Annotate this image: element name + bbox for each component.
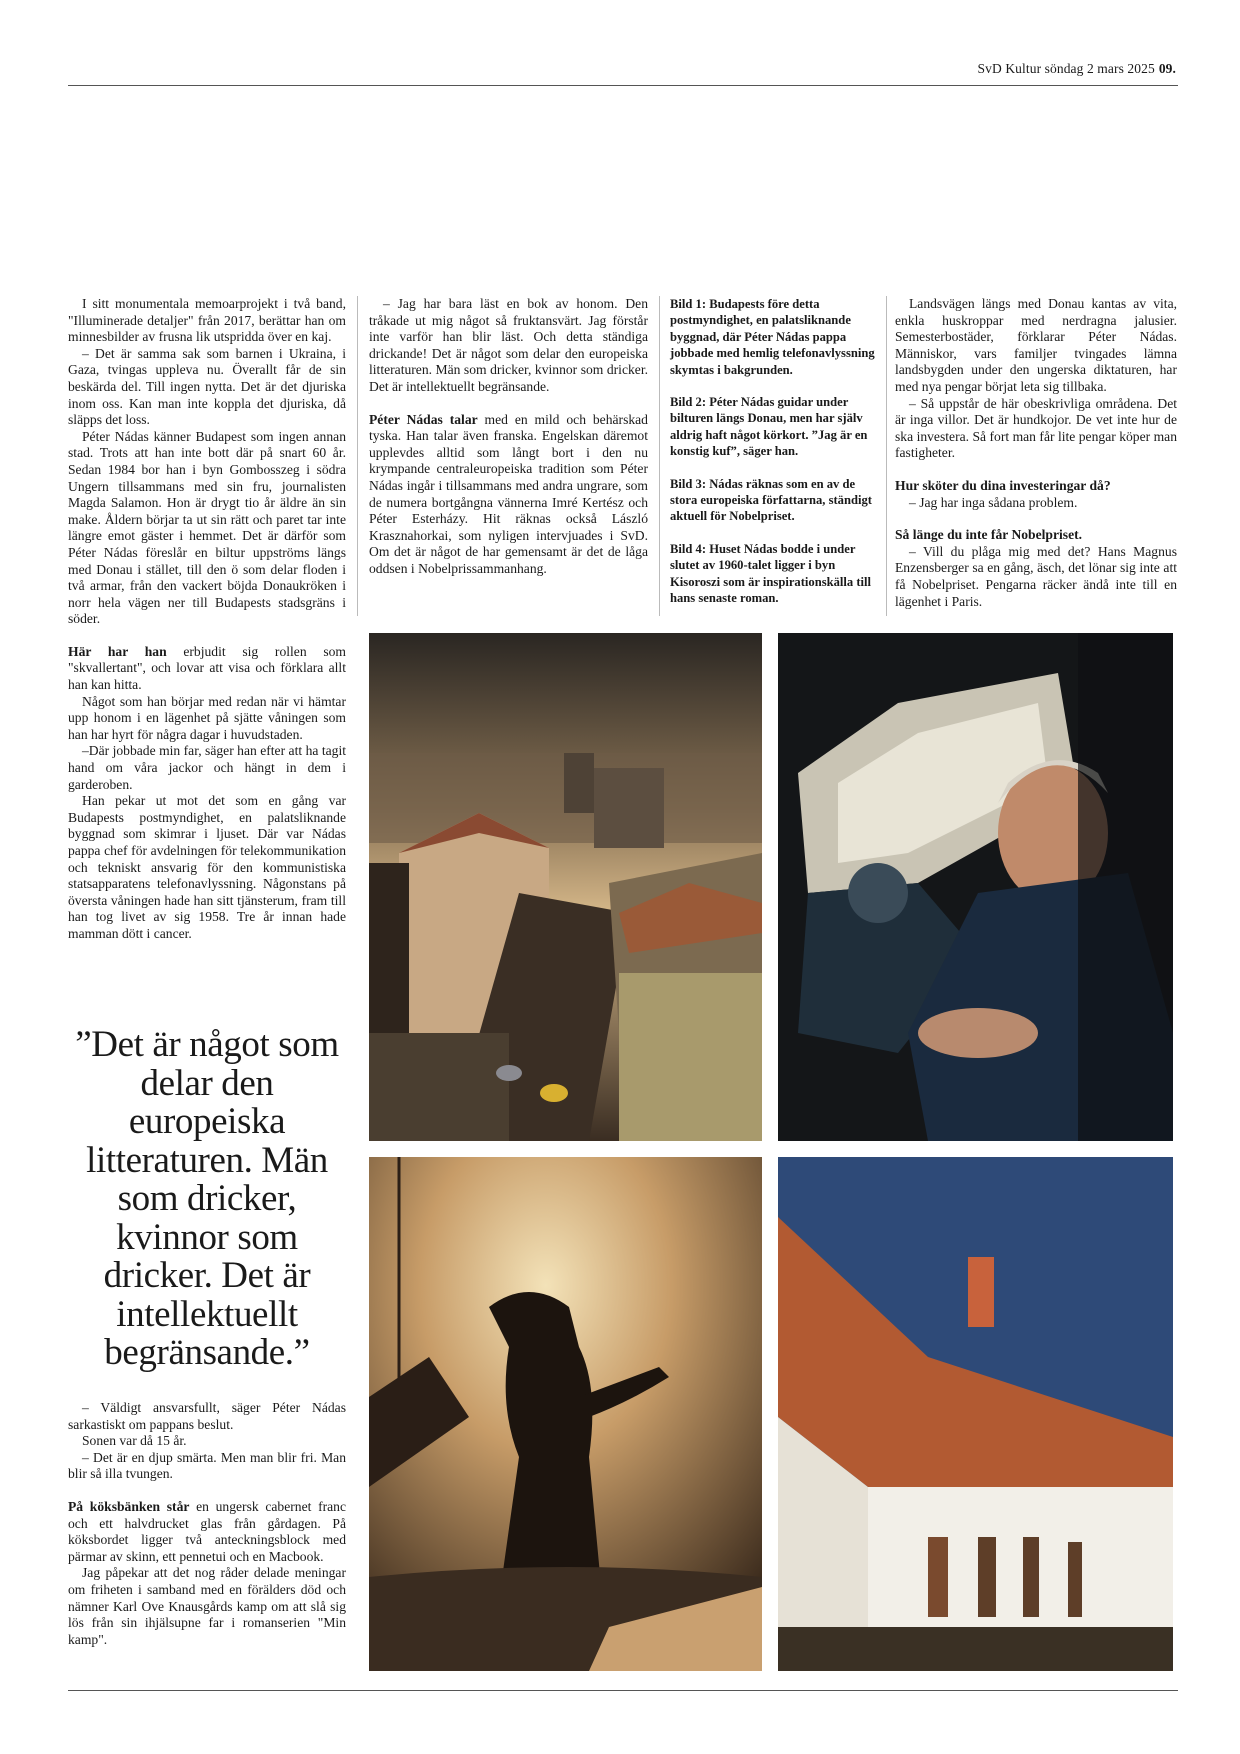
- paragraph: Landsvägen längs med Donau kantas av vita, enkla huskroppar med nerdragna jalusier. Semesterbostäder, förklarar Péter Nádas. Människor, vars familjer tvingades lämna landsbygden under den ungerska diktaturen, har med nya pengar börjat leta sig tillbaka.: [895, 296, 1177, 394]
- column-rule: [659, 296, 660, 616]
- paragraph: – Väldigt ansvarsfullt, säger Péter Nádas sarkastiskt om pappans beslut.: [68, 1400, 346, 1432]
- running-header: [978, 61, 1176, 77]
- caption-1: Bild 1: Budapests före detta postmyndighet, en palatsliknande byggnad, där Péter Nádas pappa jobbade med hemlig telefonavlyssning skymtas i bakgrunden.: [670, 297, 875, 377]
- photo-budapest-cityscape: [369, 633, 762, 1141]
- interview-question: [895, 527, 1177, 544]
- interview-answer: – Jag har inga sådana problem.: [909, 494, 1078, 510]
- paragraph: I sitt monumentala memoarprojekt i två band, "Illuminerade detaljer" från 2017, berättar han om minnesbilder av frusna lik utspridda över en kaj.: [68, 296, 346, 345]
- interview-question: [895, 478, 1177, 495]
- cityscape-image: [369, 633, 762, 1141]
- paragraph: Jag påpekar att det nog råder delade meningar om friheten i samband med en förälders död och nämner Karl Ove Knausgårds kamp om att slå sig lös från sin ihjälsupne far i romanserien "Min kamp".: [68, 1565, 346, 1647]
- run-in-lead: Här har han: [68, 643, 167, 659]
- caption-4: Bild 4: Huset Nádas bodde i under slutet av 1960-talet ligger i byn Kisoroszi som är inspirationskälla till hans senaste roman.: [670, 541, 872, 606]
- pull-quote: ”Det är något som delar den europeiska litteraturen. Män som dricker, kvinnor som dricker. Det är intellektuellt begränsande.”: [75, 1024, 339, 1373]
- paragraph: [68, 644, 346, 694]
- header-rule: [68, 85, 1178, 86]
- article-column-4: [895, 296, 1177, 610]
- page-number: 09.: [1158, 61, 1176, 76]
- paragraph: Något som han börjar med redan när vi hämtar upp honom i en lägenhet på sjätte våningen som han har hyrt för några dagar i huvudstaden.: [68, 693, 346, 742]
- paragraph: – Det är samma sak som barnen i Ukraina, i Gaza, tvingas uppleva nu. Överallt får de sin beskärda del. Till ingen nytta. Det är det djuriska inom oss. Kan man inte koppla det djuriska, då släpps det loss.: [68, 345, 346, 428]
- paragraph-text: med en mild och behärskad tyska. Han talar även franska. Engelskan däremot upplevdes alltid som långt bort i den nu krympande centraleuropeiska tradition som Péter Nádas ingår i tillsammans med andra ungrare, som de numera bortgångna vännerna Imré Kertész och Péter Esterházy. Hit räknas också László Krasznahorkai, som nyligen intervjuades i SvD. Om det är något de har gemensamt är det de låga oddsen i Nobelprissammanhang.: [369, 411, 648, 576]
- caption-3: Bild 3: Nádas räknas som en av de stora europeiska författarna, ständigt aktuell för Nobelpriset.: [670, 476, 872, 524]
- paragraph: [369, 412, 648, 578]
- paragraph: Sonen var då 15 år.: [82, 1433, 187, 1449]
- article-column-1-continued: [68, 1400, 346, 1648]
- run-in-lead: På köksbänken står: [68, 1498, 190, 1514]
- column-rule: [357, 296, 358, 616]
- photo-white-house: [778, 1157, 1173, 1671]
- footer-rule: [68, 1690, 1178, 1691]
- section-date: SvD Kultur söndag 2 mars 2025: [977, 61, 1155, 76]
- paragraph-text: en ungersk cabernet franc och ett halvdrucket glas från gårdagen. På köksbordet ligger två anteckningsblock med pärmar av skinn, ett pennetui och en Macbook.: [68, 1498, 346, 1564]
- caption-2: Bild 2: Péter Nádas guidar under bilturen längs Donau, men har själv aldrig haft något körkort. ”Jag är en konstig kuf”, säger han.: [670, 395, 868, 459]
- paragraph-text: erbjudit sig rollen som "skvallertant", och lovar att visa och förklara allt han kan hitta.: [68, 643, 346, 693]
- column-rule: [886, 296, 887, 616]
- article-column-2: [369, 296, 648, 578]
- question-text: Hur sköter du dina investeringar då?: [895, 477, 1111, 493]
- photo-captions: [670, 296, 878, 623]
- article-column-1: [68, 296, 346, 943]
- photo-man-in-car: [778, 633, 1173, 1141]
- man-in-car-image: [778, 633, 1173, 1141]
- paragraph: Han pekar ut mot det som en gång var Budapests postmyndighet, en palatsliknande byggnad som skimrar i ljuset. Där var Nádas pappa chef för avdelningen för telekommunikation och tekniskt ansvarig för den kommunistiska statsapparatens telefonavlyssning. Någonstans på översta våningen hade han sitt tjänsterum, fram till han tog livet av sig 1958. Tre år innan hade mamman dött i cancer.: [68, 793, 346, 941]
- paragraph: – Jag har bara läst en bok av honom. Den tråkade ut mig något så fruktansvärt. Jag förstår inte varför han blir läst. Och detta ständiga drickande! Det är något som delar den europeiska litteraturen. Män som dricker, kvinnor som dricker. Det är intellektuellt begränsande.: [369, 296, 648, 394]
- silhouette-image: [369, 1157, 762, 1671]
- white-house-image: [778, 1157, 1173, 1671]
- paragraph: [68, 1499, 346, 1565]
- question-text: Så länge du inte får Nobelpriset.: [895, 527, 1083, 543]
- paragraph: – Så uppstår de här obeskrivliga områdena. Det är inga villor. Det är hundkojor. De vet inte hur de ska investera. Så fort man får lite pengar köper man fastigheter.: [895, 395, 1177, 461]
- paragraph: – Det är en djup smärta. Men man blir fri. Man blir så illa tvungen.: [68, 1449, 346, 1482]
- photo-silhouette: [369, 1157, 762, 1671]
- run-in-lead: Péter Nádas talar: [369, 411, 478, 427]
- interview-answer: – Vill du plåga mig med det? Hans Magnus Enzensberger sa en gång, äsch, det lönar sig inte att få Nobelpriset. Pengarna räcker ändå inte till en lägenhet i Paris.: [895, 543, 1177, 609]
- paragraph: Péter Nádas känner Budapest som ingen annan stad. Trots att han inte bott där på snart 60 år. Sedan 1984 bor han i byn Gombosszeg i södra Ungern tillsammans med sin fru, journalisten Magda Salamon. Hon är drygt tio år äldre än sin make. Åldern börjar ta ut sin rätt och paret tar inte längre emot gäster i hemmet. Det är därför som Péter Nádas föreslår en biltur uppströms längs med Donau i stället, till den ö som delar floden i två armar, från den vackert böjda Donaukröken i norr hela vägen ner till Budapests stadsgräns i söder.: [68, 428, 346, 627]
- paragraph: –Där jobbade min far, säger han efter att ha tagit hand om våra jackor och hängt in dem i garderoben.: [68, 743, 346, 792]
